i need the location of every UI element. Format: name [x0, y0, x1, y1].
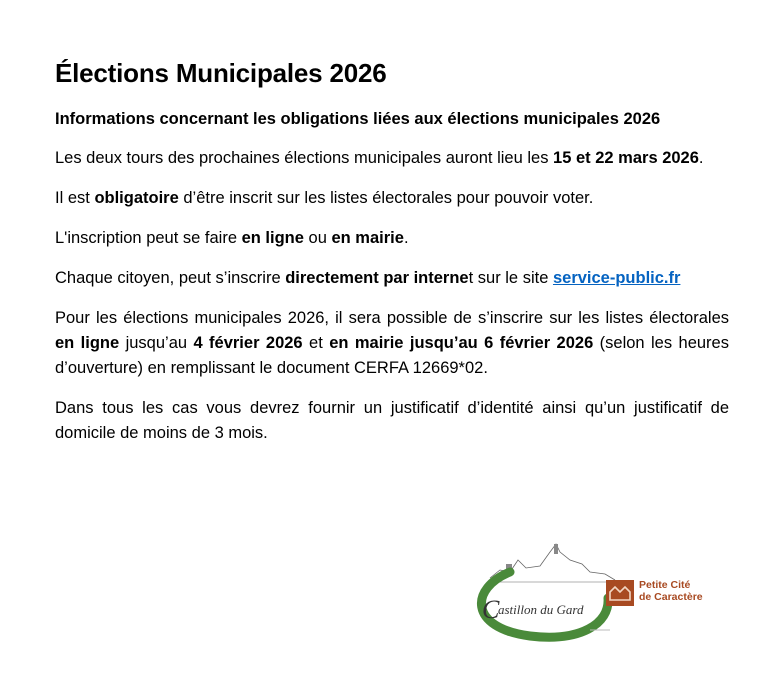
town-initial: C — [482, 595, 500, 624]
obligation-bold: obligatoire — [94, 189, 179, 207]
text: (selon les heures d’ouverture) en remplissant le document CERFA 12669*02. — [55, 334, 729, 377]
paragraph-dates — [55, 146, 729, 171]
pcc-label-line2: de Caractère — [639, 591, 703, 603]
paragraph-documents: Dans tous les cas vous devrez fournir un justificatif d’identité ainsi qu’un justificatif de domicile de moins de 3 mois. — [55, 399, 729, 442]
mairie-bold: en mairie — [331, 229, 404, 247]
text: Les deux tours des prochaines élections municipales auront lieu les — [55, 149, 554, 167]
text: et — [302, 334, 330, 352]
text: t sur le site — [468, 269, 553, 287]
service-public-link[interactable]: service-public.fr — [552, 269, 681, 287]
paragraph-deadlines — [55, 306, 729, 381]
petite-cite-caractere-logo — [606, 578, 706, 608]
mairie-deadline-bold: en mairie jusqu’au 6 février 2026 — [329, 334, 594, 352]
pcc-label-line1: Petite Cité — [639, 579, 691, 591]
online-bold: en ligne — [55, 334, 120, 352]
page-title: Élections Municipales 2026 — [55, 58, 387, 88]
online-deadline-bold: 4 février 2026 — [193, 334, 303, 352]
online-bold: en ligne — [241, 229, 304, 247]
subtitle: Informations concernant les obligations liées aux élections municipales 2026 — [55, 110, 661, 128]
text: . — [698, 149, 704, 167]
text: Pour les élections municipales 2026, il sera possible de s’inscrire sur les listes électorales — [55, 309, 729, 327]
text: d’être inscrit sur les listes électorales pour pouvoir voter. — [178, 189, 594, 207]
document-body — [55, 58, 729, 461]
text: jusqu’au — [119, 334, 194, 352]
paragraph-inscription — [55, 226, 729, 251]
town-name: astillon du Gard — [498, 602, 584, 617]
text: Il est — [55, 189, 95, 207]
internet-bold: directement par interne — [285, 269, 469, 287]
pcc-label — [639, 579, 703, 603]
text: . — [403, 229, 409, 247]
paragraph-internet — [55, 266, 729, 291]
text: Chaque citoyen, peut s’inscrire — [55, 269, 286, 287]
dates-bold: 15 et 22 mars 2026 — [553, 149, 699, 167]
text: L'inscription peut se faire — [55, 229, 242, 247]
house-icon — [606, 580, 634, 606]
paragraph-obligation — [55, 186, 729, 211]
text: ou — [303, 229, 332, 247]
